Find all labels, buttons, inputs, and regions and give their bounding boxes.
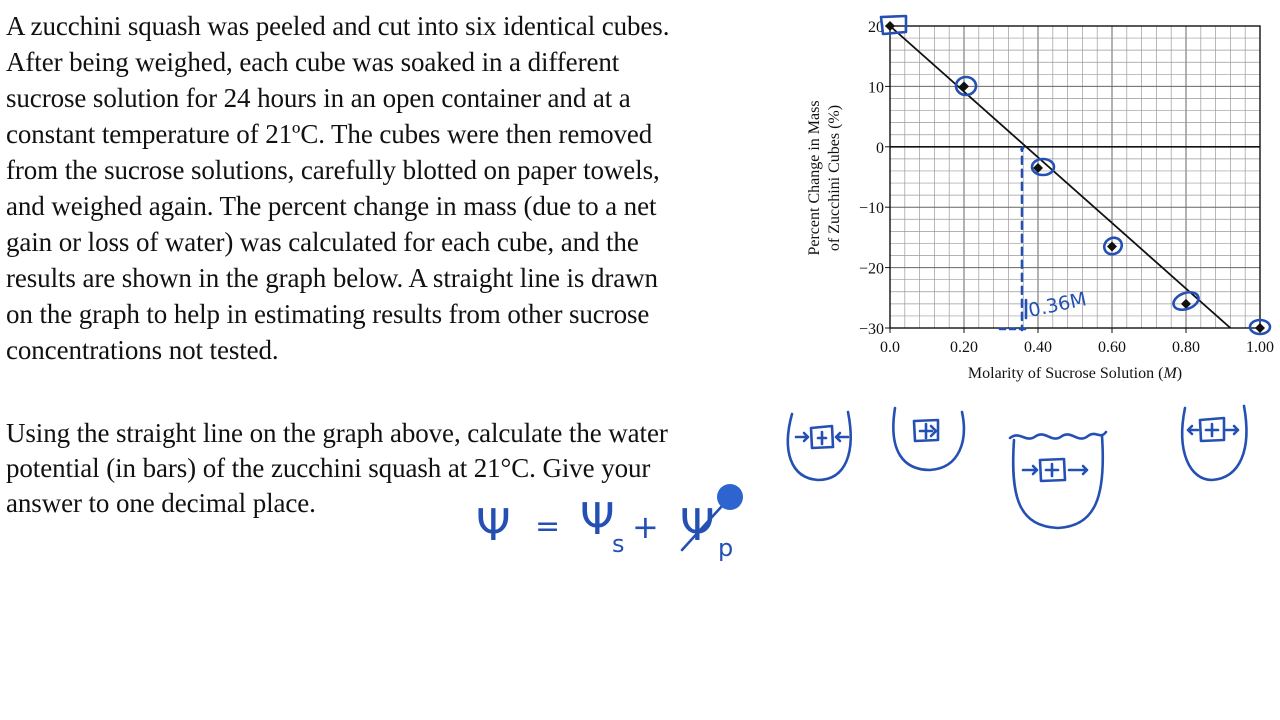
x-tick-label: 0.0 bbox=[880, 339, 900, 356]
text-line: and weighed again. The percent change in mass (due to a net bbox=[6, 191, 657, 221]
equation-psi-p: Ψ bbox=[680, 500, 715, 551]
y-axis-title-line2: of Zucchini Cubes (%) bbox=[826, 104, 843, 252]
text-line: A zucchini squash was peeled and cut into six identical cubes. bbox=[6, 11, 670, 41]
text-line: sucrose solution for 24 hours in an open container and at a bbox=[6, 83, 631, 113]
data-point bbox=[959, 81, 969, 91]
text-line: on the graph to help in estimating results from other sucrose bbox=[6, 299, 650, 329]
chart-axes bbox=[890, 26, 1260, 328]
data-point bbox=[1255, 323, 1265, 333]
x-tick-label: 0.80 bbox=[1172, 339, 1200, 356]
intercept-dashed-line bbox=[1022, 147, 1023, 330]
chart-grid bbox=[890, 26, 1260, 328]
x-axis-title-unit: M bbox=[1163, 365, 1177, 382]
text-line: Using the straight line on the graph above, calculate the water bbox=[6, 418, 668, 448]
handwritten-annotations bbox=[476, 16, 1270, 562]
data-points bbox=[885, 21, 1265, 333]
x-tick-label: 0.20 bbox=[950, 339, 978, 356]
x-axis-title-close: ) bbox=[1176, 365, 1183, 382]
text-line: from the sucrose solutions, carefully blotted on paper towels, bbox=[6, 155, 660, 185]
text-line: concentrations not tested. bbox=[6, 335, 279, 365]
equation-sub-p: p bbox=[718, 534, 734, 562]
beaker-sketch-1 bbox=[788, 412, 851, 480]
intercept-label: 0.36M bbox=[1026, 288, 1089, 322]
x-tick-label: 0.40 bbox=[1024, 339, 1052, 356]
plot-frame bbox=[890, 26, 1260, 328]
x-axis-title bbox=[968, 365, 1182, 382]
y-tick-label: −20 bbox=[858, 260, 884, 278]
equation-psi: Ψ bbox=[476, 500, 511, 551]
data-point bbox=[1107, 241, 1117, 251]
text-line: constant temperature of 21ºC. The cubes were then removed bbox=[6, 119, 653, 149]
beaker-sketch-2 bbox=[893, 408, 964, 470]
y-tick-label: 10 bbox=[868, 79, 884, 97]
beaker-sketch-3 bbox=[1010, 432, 1106, 528]
text-line: potential (in bars) of the zucchini squash at 21°C. Give your bbox=[6, 453, 651, 483]
x-tick-label: 1.00 bbox=[1246, 339, 1274, 356]
text-line: gain or loss of water) was calculated for each cube, and the bbox=[6, 227, 639, 257]
beaker-sketch-4 bbox=[1182, 406, 1246, 480]
pen-cursor bbox=[717, 484, 743, 510]
y-tick-label: −10 bbox=[858, 200, 884, 218]
x-tick-label: 0.60 bbox=[1098, 339, 1126, 356]
equation-plus: + bbox=[632, 508, 659, 546]
y-tick-label: 0 bbox=[876, 139, 884, 157]
equation-sub-s: s bbox=[612, 530, 625, 558]
y-tick-label: 20 bbox=[868, 19, 884, 36]
y-axis-title-line1: Percent Change in Mass bbox=[806, 100, 823, 256]
equation-equals: = bbox=[535, 509, 561, 544]
x-axis-title-text: Molarity of Sucrose Solution ( bbox=[967, 365, 1164, 382]
handwritten-equation bbox=[476, 494, 733, 562]
trend-line bbox=[890, 26, 1230, 328]
text-line: answer to one decimal place. bbox=[6, 488, 316, 518]
text-line: results are shown in the graph below. A straight line is drawn bbox=[6, 263, 658, 293]
equation-psi-s: Ψ bbox=[580, 494, 615, 545]
text-line: After being weighed, each cube was soaked in a different bbox=[6, 47, 620, 77]
y-tick-label: −30 bbox=[858, 321, 884, 338]
